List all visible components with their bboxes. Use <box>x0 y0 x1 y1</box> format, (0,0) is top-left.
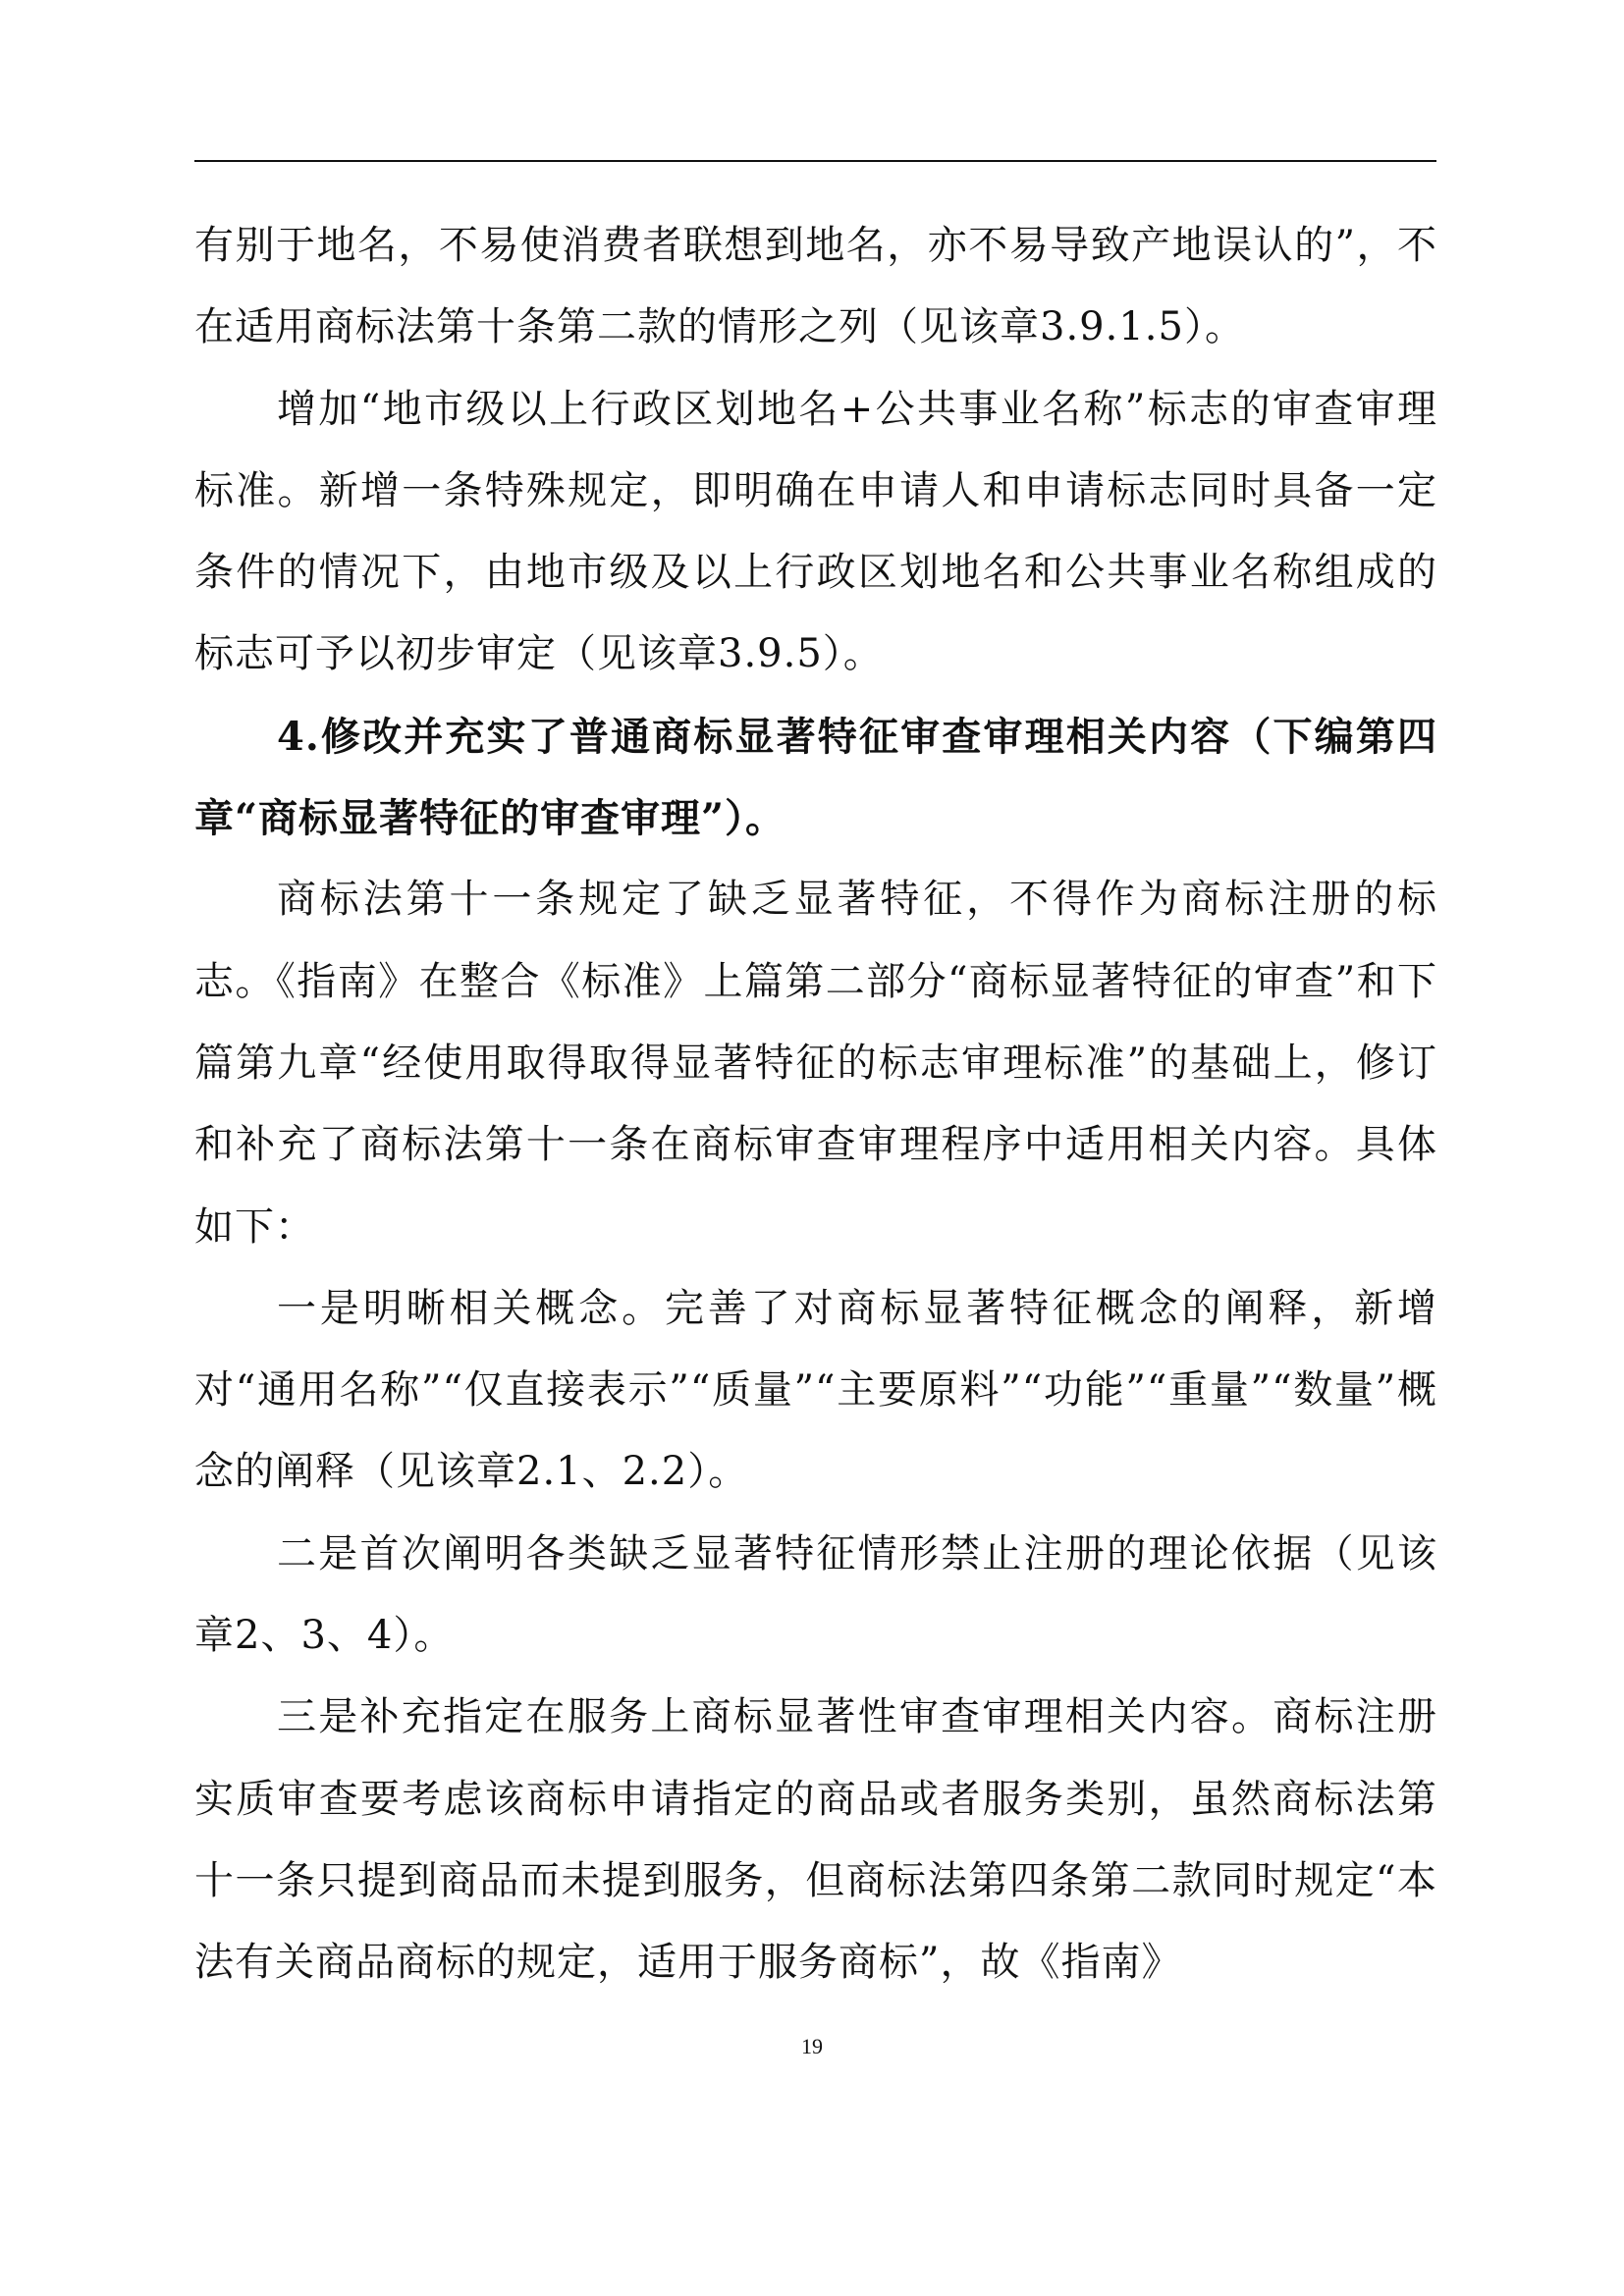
paragraph-2: 增加“地市级以上行政区划地名+公共事业名称”标志的审查审理标准。新增一条特殊规定，即明确在申请人和申请标志同时具备一定条件的情况下，由地市级及以上行政区划地名和公共事业名称组成的标志可予以初步审定（见该章3.9.5）。 <box>194 386 1437 677</box>
header-rule <box>194 160 1436 162</box>
paragraph-4: 商标法第十一条规定了缺乏显著特征，不得作为商标注册的标志。《指南》在整合《标准》上篇第二部分“商标显著特征的审查”和下篇第九章“经使用取得取得显著特征的标志审理标准”的基础上，修订和补充了商标法第十一条在商标审查审理程序中适用相关内容。具体如下： <box>194 877 1437 1250</box>
page-number: 19 <box>801 2034 823 2058</box>
body-text <box>194 205 1437 2004</box>
paragraph-6: 二是首次阐明各类缺乏显著特征情形禁止注册的理论依据（见该章2、3、4）。 <box>194 1530 1437 1659</box>
section-heading: 4.修改并充实了普通商标显著特征审查审理相关内容（下编第四章“商标显著特征的审查审理”）。 <box>194 713 1437 842</box>
paragraph-1: 有别于地名，不易使消费者联想到地名，亦不易导致产地误认的”，不在适用商标法第十条第二款的情形之列（见该章3.9.1.5）。 <box>194 223 1437 350</box>
paragraph-7: 三是补充指定在服务上商标显著性审查审理相关内容。商标注册实质审查要考虑该商标申请指定的商品或者服务类别，虽然商标法第十一条只提到商品而未提到服务，但商标法第四条第二款同时规定“本法有关商品商标的规定，适用于服务商标”，故《指南》 <box>194 1694 1437 1986</box>
paragraph-5: 一是明晰相关概念。完善了对商标显著特征概念的阐释，新增对“通用名称”“仅直接表示”“质量”“主要原料”“功能”“重量”“数量”概念的阐释（见该章2.1、2.2）。 <box>194 1285 1437 1495</box>
